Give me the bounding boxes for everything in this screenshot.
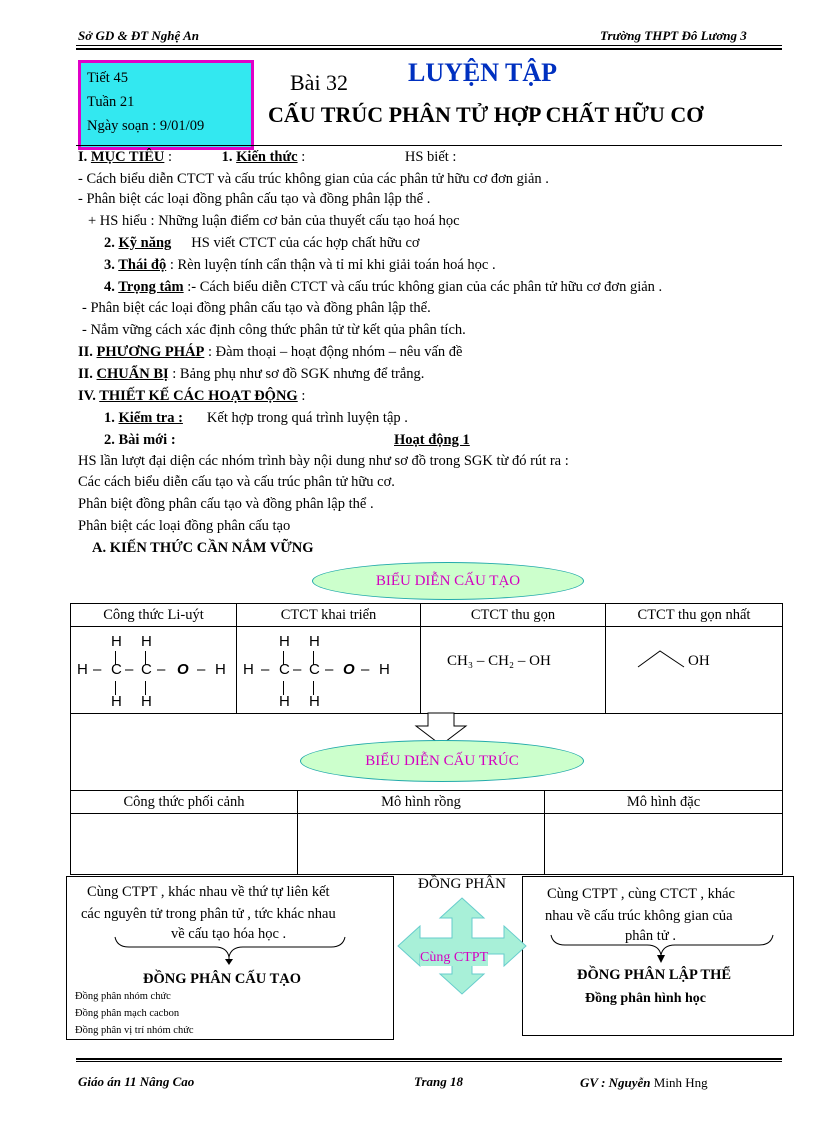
table2-body-cell xyxy=(297,813,545,875)
activity-heading: Hoạt động 1 xyxy=(394,432,470,448)
condensed-formula: CH₃ – CH₂ – OH xyxy=(447,653,551,669)
table2-body-cell xyxy=(544,813,783,875)
lesson-period: Tiết 45 xyxy=(87,70,128,86)
table2-header-cell: Công thức phối cảnh xyxy=(70,790,298,814)
four-way-arrow-icon xyxy=(396,896,528,996)
lewis-formula-cell: H H H – C – C – O – H H H xyxy=(70,626,237,714)
condensed-formula-cell xyxy=(420,626,606,714)
check-line: 1. Kiểm tra : Kết hợp trong quá trình luyện tập . xyxy=(104,410,408,426)
table2-header-cell: Mô hình đặc xyxy=(544,790,783,814)
hydroxyl-label: OH xyxy=(688,653,710,669)
text-line: - Phân biệt các loại đồng phân cấu tạo và đồng phân lập thể . xyxy=(78,191,431,207)
brace-icon xyxy=(111,935,351,965)
geometric-isomer: Đồng phân hình học xyxy=(585,991,707,1006)
stereoisomer-box: Cùng CTPT , cùng CTCT , khác nhau về cấu trúc không gian của phân tử . ĐỒNG PHÂN LẬP THỂ Đồng phân hình học xyxy=(522,876,794,1036)
table-header-cell: CTCT khai triển xyxy=(236,603,421,627)
lesson-info-box xyxy=(78,60,254,150)
objectives-heading: MỤC TIÊU xyxy=(90,149,165,165)
lesson-title: LUYỆN TẬP xyxy=(408,58,558,87)
header-right: Trường THPT Đô Lương 3 xyxy=(600,28,747,43)
prepare-line: II. CHUẨN BỊ : Bảng phụ như sơ đồ SGK nhưng để trắng. xyxy=(78,366,425,382)
method-line: II. PHƯƠNG PHÁP : Đàm thoại – hoạt động nhóm – nêu vấn đề xyxy=(78,344,463,360)
table2-body-cell xyxy=(70,813,298,875)
skills-line: 2. Kỹ năng HS viết CTCT của các hợp chất hữu cơ xyxy=(104,235,420,251)
design-line: IV. THIẾT KẾ CÁC HOẠT ĐỘNG : xyxy=(78,388,306,404)
lesson-week: Tuần 21 xyxy=(87,94,135,110)
skeletal-bonds xyxy=(636,641,696,677)
text-line: - Nắm vững cách xác định công thức phân tử từ kết qủa phân tích. xyxy=(82,322,466,338)
text-line: Các cách biểu diễn cấu tạo và cấu trúc phân tử hữu cơ. xyxy=(78,474,395,490)
footer-rule xyxy=(76,1058,782,1060)
footer-left: Giáo án 11 Nâng Cao xyxy=(78,1074,195,1089)
text-line: HS lần lượt đại diện các nhóm trình bày nội dung như sơ đồ trong SGK từ đó rút ra : xyxy=(78,453,569,469)
skeletal-formula-cell xyxy=(605,626,783,714)
section-a-heading: A. KIẾN THỨC CẦN NẮM VỮNG xyxy=(92,540,314,556)
structural-isomer-box: Cùng CTPT , khác nhau về thứ tự liên kết các nguyên tử trong phân tử , tức khác nhau về cấu tạo hóa học . ĐỒNG PHÂN CẤU TẠO Đồng phân nhóm chức Đồng phân mạch cacbon Đồng phân vị trí nhóm chức xyxy=(66,876,394,1040)
text-line: + HS hiểu : Những luận điểm cơ bản của thuyết cấu tạo hoá học xyxy=(88,213,460,229)
objectives-line: I. MỤC TIÊU : 1. Kiến thức : HS biết : xyxy=(78,149,457,165)
section-rule xyxy=(76,145,782,146)
focus-line: 4. Trọng tâm :- Cách biểu diễn CTCT và cấu trúc không gian của các phân tử hữu cơ đơn giản . xyxy=(104,279,663,295)
same-formula-label: Cùng CTPT xyxy=(420,950,489,965)
students-know: HS biết : xyxy=(404,149,457,165)
isomer-heading: ĐỒNG PHÂN xyxy=(418,876,506,892)
lesson-number: Bài 32 xyxy=(290,70,349,95)
expanded-formula-cell: H H H – C – C – O – H H H xyxy=(236,626,421,714)
table-header-cell: CTCT thu gọn xyxy=(420,603,606,627)
structure-representation-ellipse: BIỂU DIỄN CẤU TẠO xyxy=(312,562,584,600)
isomer-type: Đồng phân vị trí nhóm chức xyxy=(75,1025,194,1036)
text-line: - Cách biểu diễn CTCT và cấu trúc không gian của các phân tử hữu cơ đơn giản . xyxy=(78,171,549,187)
table-header-cell: CTCT thu gọn nhất xyxy=(605,603,783,627)
structure-ellipse: BIỂU DIỄN CẤU TRÚC xyxy=(300,740,584,782)
table-header-cell: Công thức Li-uýt xyxy=(70,603,237,627)
header-rule xyxy=(76,45,782,46)
structural-isomer-title: ĐỒNG PHÂN CẤU TẠO xyxy=(143,971,302,987)
attitude-line: 3. Thái độ : Rèn luyện tính cẩn thận và tỉ mỉ khi giải toán hoá học . xyxy=(104,257,496,273)
isomer-type: Đồng phân nhóm chức xyxy=(75,991,171,1002)
footer-author: GV : Nguyễn Minh Hng xyxy=(580,1075,708,1090)
lesson-subtitle: CẤU TRÚC PHÂN TỬ HỢP CHẤT HỮU CƠ xyxy=(268,102,704,127)
header-rule-2 xyxy=(76,48,782,50)
footer-rule-2 xyxy=(76,1061,782,1062)
footer-page: Trang 18 xyxy=(414,1074,463,1089)
text-line: Phân biệt các loại đồng phân cấu tạo xyxy=(78,518,291,534)
isomer-type: Đồng phân mạch cacbon xyxy=(75,1008,180,1019)
brace-icon xyxy=(547,933,779,963)
stereoisomer-title: ĐỒNG PHÂN LẬP THỂ xyxy=(577,967,732,983)
lesson-date: Ngày soạn : 9/01/09 xyxy=(87,118,205,134)
table2-header-cell: Mô hình rồng xyxy=(297,790,545,814)
knowledge-heading: Kiến thức xyxy=(236,149,298,165)
new-lesson: 2. Bài mới : xyxy=(104,432,176,448)
text-line: Phân biệt đồng phân cấu tạo và đồng phân lập thể . xyxy=(78,496,374,512)
header-left: Sở GD & ĐT Nghệ An xyxy=(78,28,199,43)
text-line: - Phân biệt các loại đồng phân cấu tạo và đồng phân lập thể. xyxy=(82,300,431,316)
